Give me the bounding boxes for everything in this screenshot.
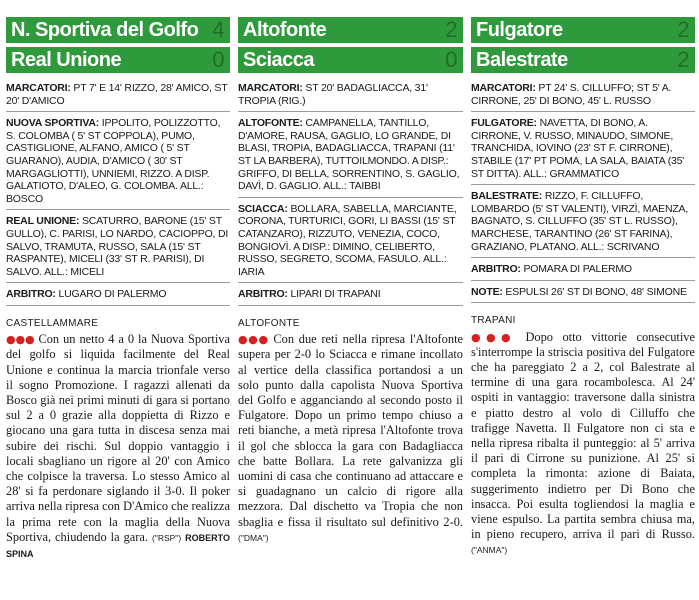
match-column-2 xyxy=(238,0,463,546)
match-report xyxy=(471,313,695,558)
referee-label: ARBITRO: xyxy=(238,288,288,301)
home-lineup-block xyxy=(471,112,695,185)
marcatori-block xyxy=(6,77,230,112)
match-report xyxy=(6,316,230,562)
away-team-score: 0 xyxy=(445,47,457,72)
dateline: CASTELLAMMARE xyxy=(6,317,99,329)
away-lineup-block xyxy=(238,198,463,284)
match-report xyxy=(238,316,463,546)
home-lineup-block xyxy=(6,112,230,210)
marcatori-block xyxy=(238,77,463,112)
referee-block xyxy=(471,258,695,281)
home-team-bar xyxy=(6,17,230,43)
home-lineup-label: NUOVA SPORTIVA: xyxy=(6,117,100,130)
away-team-score: 0 xyxy=(212,47,224,72)
home-team-name: N. Sportiva del Golfo xyxy=(11,18,199,41)
home-team-bar xyxy=(471,17,695,43)
home-lineup-block xyxy=(238,112,463,198)
report-signature: ("RSP") xyxy=(151,532,182,543)
home-lineup-label: FULGATORE: xyxy=(471,117,537,130)
referee-label: ARBITRO: xyxy=(6,288,56,301)
away-lineup-block xyxy=(6,210,230,283)
match-column-3 xyxy=(471,0,695,559)
referee-label: ARBITRO: xyxy=(471,263,521,276)
report-text: Con un netto 4 a 0 la Nuova Sportiva del golfo si liquida facilmente del Real Unione e continua la marcia trionfale verso il sogno Promozione. I ragazzi allenati da Bosco già nei primi minuti di gara si portano sul 2 a 0 grazie alla doppietta di Rizzo e giocano una gara tutta in discesa senza mai subire dei rischi. Sul doppio vantaggio i locali sbagliano un rigore al 20' con Amico che colpisce la traversa. Lo stesso Amico al 28' si fa perdonare siglando il 3-0. Il poker arriva nella ripresa con D'Amico che realizza la prima rete con la maglia della Nuova Sportiva, chiudendo la gara. xyxy=(6,332,230,544)
dateline: TRAPANI xyxy=(471,315,516,327)
report-text: Con due reti nella ripresa l'Altofonte supera per 2-0 lo Sciacca e rimane incollato al vertice della classifica portandosi a un solo punto dalla capolista Nuova Sportiva del Golfo e agganciando al secondo posto il Fulgatore. Dopo un primo tempo chiuso a reti bianche, a metà ripresa l'Altofonte trova il gol che sblocca la gara con Badagliacca che batte Bollara. La rete galvanizza gli uomini di casa che continuano ad attaccare e si guadagnano un calcio di rigore alla mezzora. Dal dischetto va Tropia che non sbaglia e fissa il risultato sul definitivo 2-0. xyxy=(238,332,464,529)
marcatori-label: MARCATORI: xyxy=(471,82,536,94)
report-author: ROBERTO SPINA xyxy=(6,532,230,559)
marcatori-label: MARCATORI: xyxy=(238,82,303,94)
home-team-name: Altofonte xyxy=(243,18,327,41)
away-lineup-text: SCATURRO, BARONE (15' ST GULLO), C. PARISI, LO NARDO, CACIOPPO, DI SALVO, TRAMUTA, RUSSO, SALA (15' ST RASPANTE), MICELI (33' ST R. PARISI), DI SALVO. ALL.: MICELI xyxy=(6,215,229,278)
away-lineup-text: BOLLARA, SABELLA, MARCIANTE, CORONA, TURTURICI, GORI, LI BASSI (15' ST CATANZARO), RIZZUTO, VENEZIA, COCO, BONGIOVÌ. A DISP.: DIMINO, CELIBERTO, RUSSO, SEGRETO, SCOMA, FASULO. ALL.: IARIA xyxy=(238,202,457,278)
away-lineup-text: RIZZO, F. CILLUFFO, LOMBARDO (5' ST VALENTI), VIRZÌ, MAENZA, BAGNATO, S. CILLUFFO (35' ST L. RUSSO), MARCHESE, TARANTINO (26' ST FARINA), GRAZIANO, PLATANO. ALL.: SCRIVANO xyxy=(471,190,689,253)
away-team-name: Balestrate xyxy=(476,48,568,71)
home-lineup-text: NAVETTA, DI BONO, A. CIRRONE, V. RUSSO, MINAUDO, SIMONE, TRANCHIDA, IOVINO (23' ST F. CIRRONE), STABILE (17' PT POMA, LA SALA, BAIATA (35' ST DITTA). ALL.: GRAMMATICO xyxy=(471,117,685,180)
away-lineup-block xyxy=(471,185,695,258)
notes-text: ESPULSI 26' ST DI BONO, 48' SIMONE xyxy=(505,285,687,298)
home-team-bar xyxy=(238,17,463,43)
referee-block xyxy=(6,283,230,306)
away-team-name: Sciacca xyxy=(243,48,315,71)
home-team-score: 2 xyxy=(677,17,689,42)
home-team-name: Fulgatore xyxy=(476,18,563,41)
report-text: Dopo otto vittorie consecutive s'interrompe la striscia positiva del Fulgatore che ha pareggiato 2 a 2, col Balestrate al termine di una gara rocambolesca. Al 24' ospiti in vantaggio: traversone dalla sinistra e piatto destro al volo di Cilluffo che trafigge Navetta. Il Fulgatore non ci sta e nella ripresa ribalta il punteggio: al 5' arriva il pari di Cirrone su punizione. Al 25' si completa la rimonta: azione di Baiata, suggerimento indietro per Di Bono che insacca. Poi esulta togliendosi la maglia e viene espulso. La partita sembra chiusa ma, in pieno recupero, arriva il pari di Russo. xyxy=(471,329,695,542)
away-team-name: Real Unione xyxy=(11,48,122,71)
marcatori-text: PT 7' E 14' RIZZO, 28' AMICO, ST 20' D'AMICO xyxy=(6,82,228,107)
away-lineup-label: SCIACCA: xyxy=(238,202,288,215)
away-lineup-label: BALESTRATE: xyxy=(471,190,543,203)
red-dots-icon: ●●● xyxy=(6,333,35,347)
referee-block xyxy=(238,283,463,306)
away-team-bar xyxy=(238,47,463,73)
home-lineup-text: CAMPANELLA, TANTILLO, D'AMORE, RAUSA, GAGLIO, LO GRANDE, DI BLASI, TROPIA, BADAGLIACCA, TRAPANI (11' ST LA BARBERA), TUTTOILMONDO. A DISP.: GRIFFO, DI BELLA, SORRENTINO, S. GAGLIO, DAVÌ, D. GAGLIO. ALL.: TAIBBI xyxy=(238,117,460,193)
away-team-score: 2 xyxy=(677,47,689,72)
away-team-bar xyxy=(6,47,230,73)
away-team-bar xyxy=(471,47,695,73)
referee-text: LIPARI DI TRAPANI xyxy=(290,288,381,301)
home-lineup-text: IPPOLITO, POLIZZOTTO, S. COLOMBA ( 5' ST COPPOLA), PUMO, CASTIGLIONE, ALFANO, AMICO ( 5' ST GUARANO), AUDIA, D'AMICO ( 30' ST MARGAGLIOTTI), UNNIEMI, RIZZO. A DISP. GALATIOTO, D'ALEO, G. COLOMBA. ALL.: BOSCO xyxy=(6,117,221,205)
match-column-1 xyxy=(6,0,230,562)
marcatori-block xyxy=(471,77,695,112)
report-signature: ("ANMA") xyxy=(471,545,508,556)
marcatori-text: ST 20' BADAGLIACCA, 31' TROPIA (RIG.) xyxy=(238,82,428,107)
red-dots-icon: ●●● xyxy=(238,333,269,347)
away-lineup-label: REAL UNIONE: xyxy=(6,215,80,228)
notes-block xyxy=(471,281,695,304)
home-team-score: 2 xyxy=(445,17,457,42)
marcatori-label: MARCATORI: xyxy=(6,82,71,94)
marcatori-text: PT 24' S. CILLUFFO; ST 5' A. CIRRONE, 25' DI BONO, 45' L. RUSSO xyxy=(471,82,672,107)
dateline: ALTOFONTE xyxy=(238,317,300,329)
notes-label: NOTE: xyxy=(471,285,503,298)
report-signature: ("DMA") xyxy=(238,532,269,543)
referee-text: POMARA DI PALERMO xyxy=(523,263,632,276)
home-lineup-label: ALTOFONTE: xyxy=(238,117,303,130)
home-team-score: 4 xyxy=(212,17,224,42)
red-dots-icon: ●●● xyxy=(471,330,516,344)
referee-text: LUGARO DI PALERMO xyxy=(58,288,167,301)
